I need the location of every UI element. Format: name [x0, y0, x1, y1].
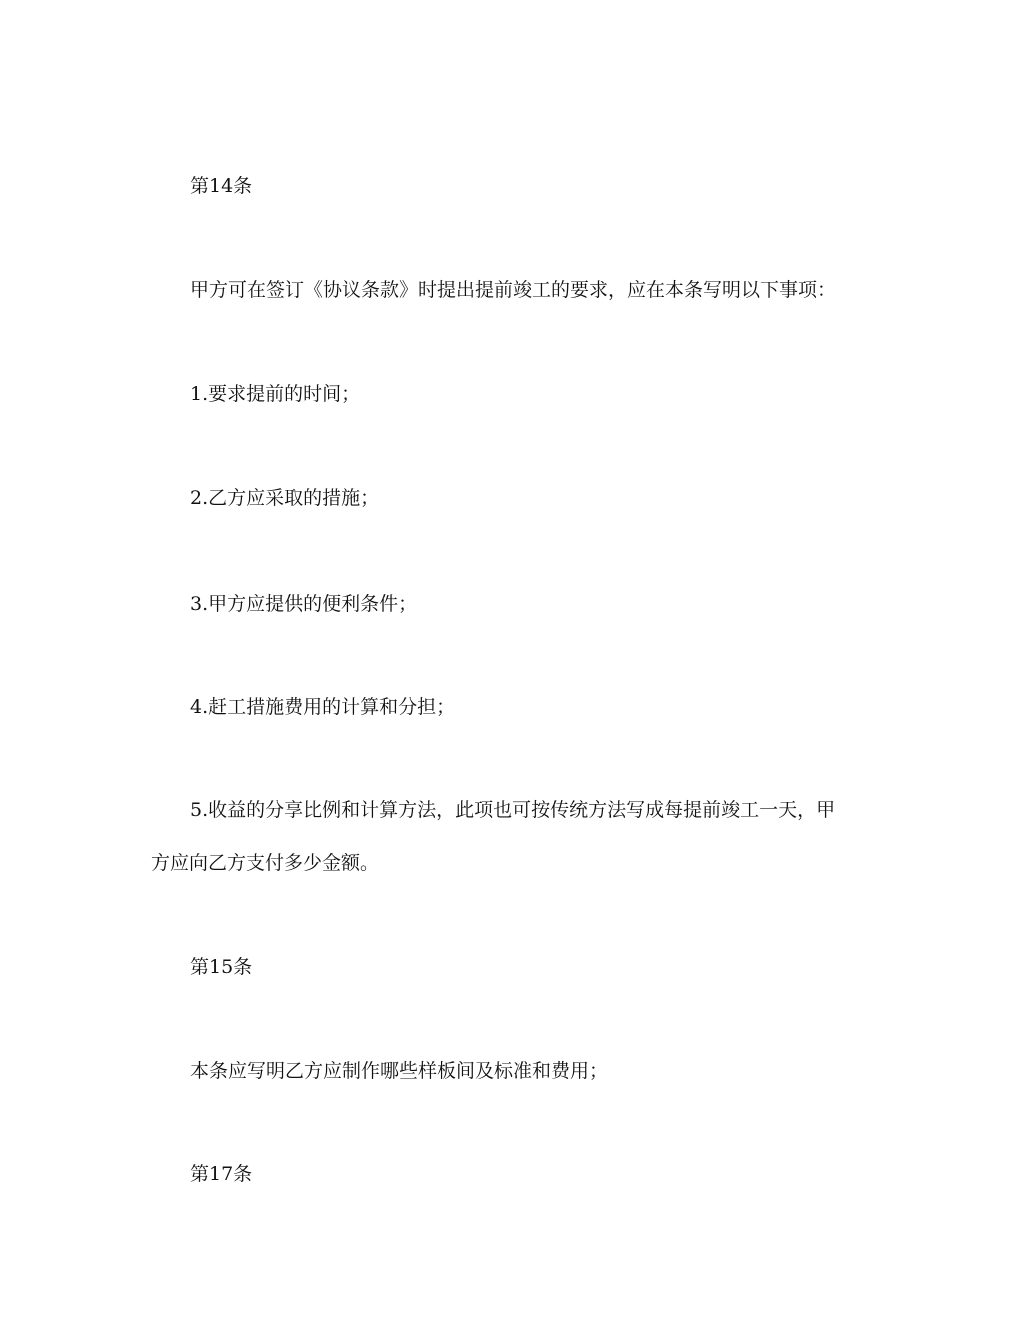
article-15-text: 本条应写明乙方应制作哪些样板间及标准和费用； [190, 1060, 609, 1082]
list-item-4: 4.赶工措施费用的计算和分担； [190, 696, 456, 718]
list-item-1: 1.要求提前的时间； [190, 383, 361, 405]
list-item-5: 5.收益的分享比例和计算方法，此项也可按传统方法写成每提前竣工一天，甲 [190, 799, 836, 821]
article-14-intro: 甲方可在签订《协议条款》时提出提前竣工的要求，应在本条写明以下事项： [190, 279, 837, 301]
list-item-5-continuation: 方应向乙方支付多少金额。 [151, 852, 380, 874]
article-14-heading: 第14条 [190, 175, 253, 197]
article-15-heading: 第15条 [190, 956, 253, 978]
list-item-3: 3.甲方应提供的便利条件； [190, 593, 418, 615]
article-17-heading: 第17条 [190, 1163, 253, 1185]
list-item-2: 2.乙方应采取的措施； [190, 487, 380, 509]
